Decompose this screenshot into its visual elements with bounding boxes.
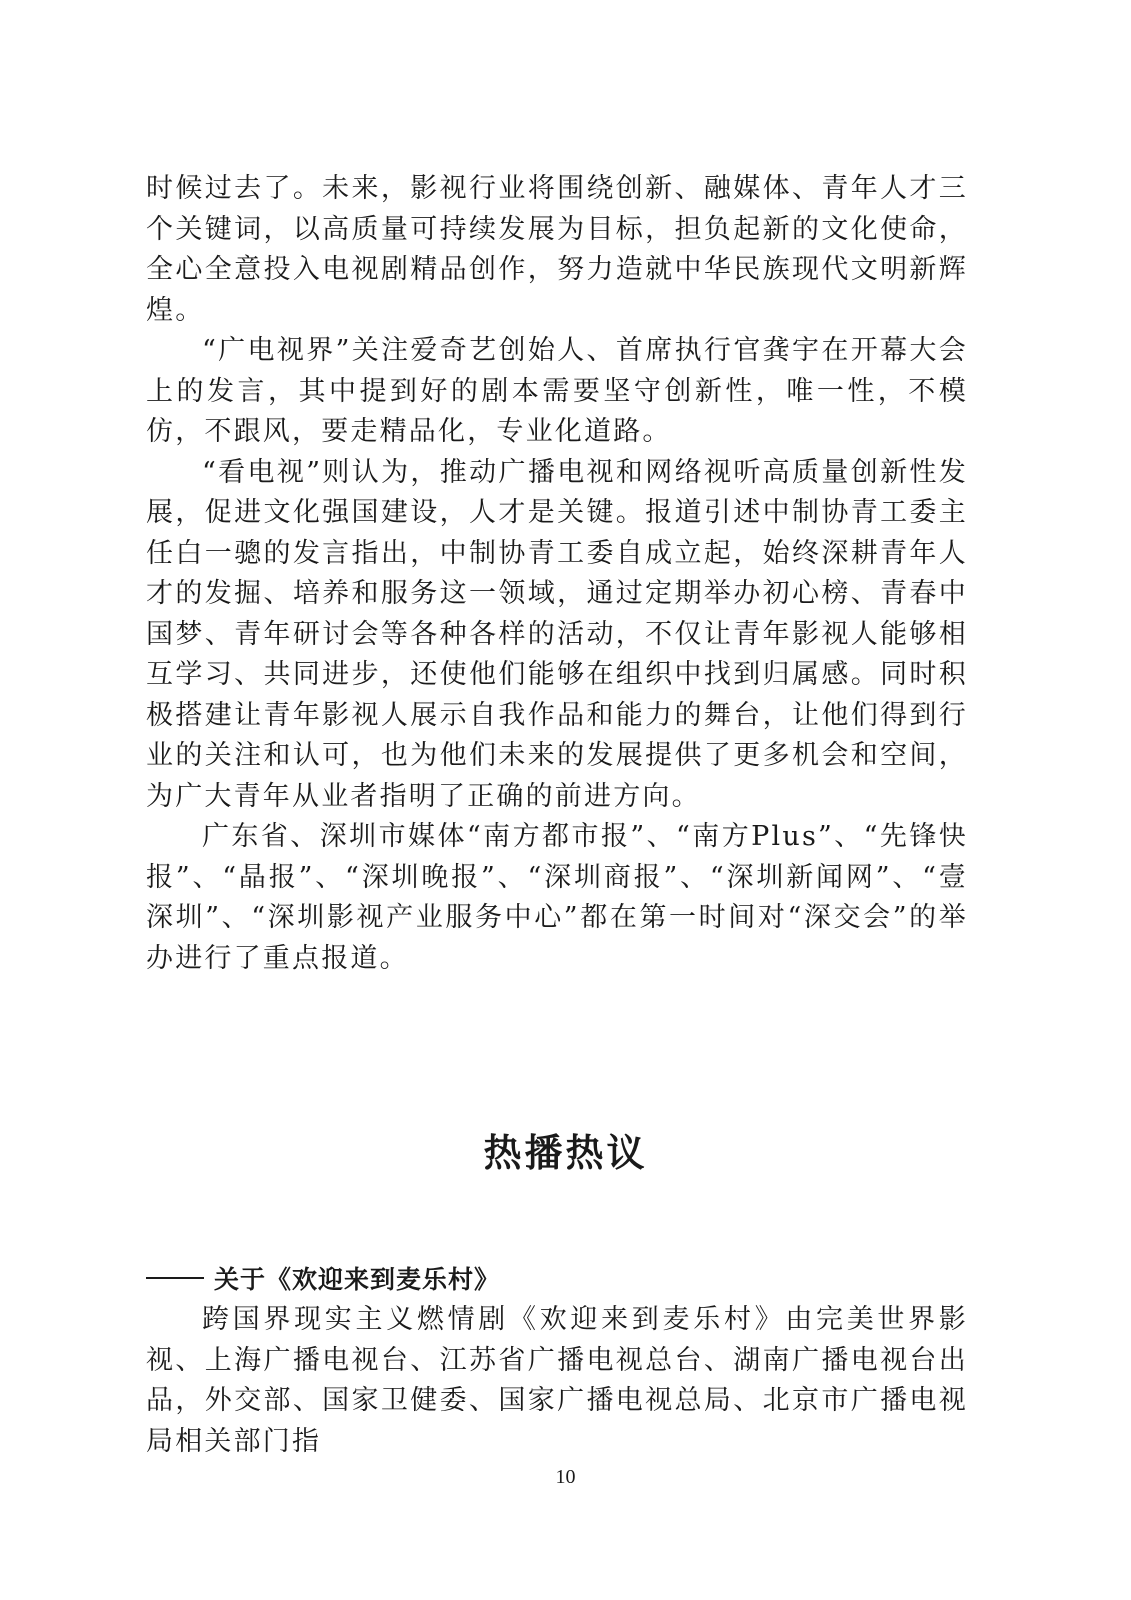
dash-rule [146, 1277, 204, 1279]
body-text-top [146, 169, 968, 979]
subheading-label: 关于《欢迎来到麦乐村》 [214, 1265, 501, 1294]
subheading [146, 1260, 500, 1296]
paragraph-1: 时候过去了。未来，影视行业将围绕创新、融媒体、青年人才三个关键词，以高质量可持续发展为目标，担负起新的文化使命，全心全意投入电视剧精品创作，努力造就中华民族现代文明新辉煌。 [146, 173, 968, 326]
paragraph-4: 广东省、深圳市媒体“南方都市报”、“南方Plus”、“先锋快报”、“晶报”、“深圳晚报”、“深圳商报”、“深圳新闻网”、“壹深圳”、“深圳影视产业服务中心”都在第一时间对“深交会”的举办进行了重点报道。 [146, 821, 968, 974]
page-number: 10 [555, 1466, 576, 1488]
paragraph-2: “广电视界”关注爱奇艺创始人、首席执行官龚宇在开幕大会上的发言，其中提到好的剧本需要坚守创新性，唯一性，不模仿，不跟风，要走精品化，专业化道路。 [146, 335, 968, 447]
section-title: 热播热议 [483, 1131, 648, 1175]
paragraph-3: “看电视”则认为，推动广播电视和网络视听高质量创新性发展，促进文化强国建设，人才是关键。报道引述中制协青工委主任白一骢的发言指出，中制协青工委自成立起，始终深耕青年人才的发掘、培养和服务这一领域，通过定期举办初心榜、青春中国梦、青年研讨会等各种各样的活动，不仅让青年影视人能够相互学习、共同进步，还使他们能够在组织中找到归属感。同时积极搭建让青年影视人展示自我作品和能力的舞台，让他们得到行业的关注和认可，也为他们未来的发展提供了更多机会和空间，为广大青年从业者指明了正确的前进方向。 [146, 456, 968, 812]
paragraph-5: 跨国界现实主义燃情剧《欢迎来到麦乐村》由完美世界影视、上海广播电视台、江苏省广播电视总台、湖南广播电视台出品，外交部、国家卫健委、国家广播电视总局、北京市广播电视局相关部门指 [146, 1304, 968, 1457]
body-text-bottom [146, 1300, 968, 1462]
